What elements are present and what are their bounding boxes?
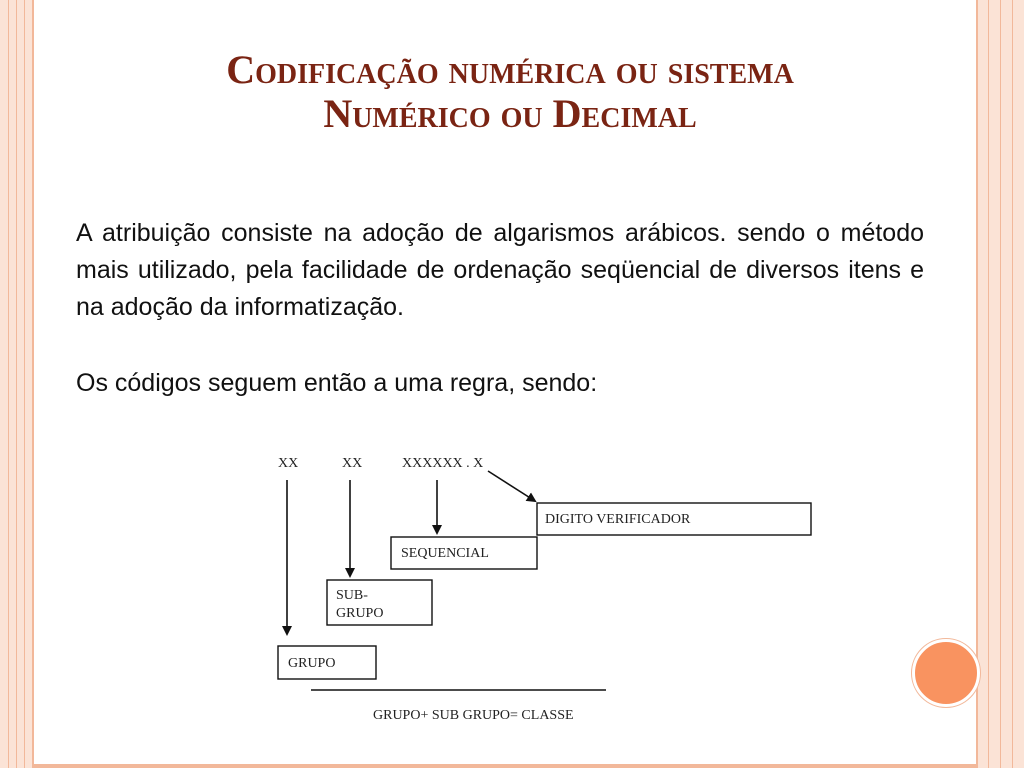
code-part-sequence: XXXXXX . X	[402, 456, 484, 471]
code-part-subgroup: XX	[342, 456, 363, 471]
label-subgrupo-line1: SUB-	[336, 588, 368, 603]
label-sequencial: SEQUENCIAL	[401, 546, 489, 561]
body-paragraph-2: Os códigos seguem então a uma regra, sendo:	[76, 369, 598, 397]
title-line-2: Numérico ou Decimal	[323, 91, 697, 136]
arrow-to-digito	[488, 471, 535, 501]
diagram-caption: GRUPO+ SUB GRUPO= CLASSE	[373, 708, 574, 723]
body-paragraph-1: A atribuição consiste na adoção de algarismos arábicos. sendo o método mais utilizado, pela facilidade de ordenação seqüencial de diversos itens e na adoção da informatização.	[76, 219, 924, 321]
title-line-1: Codificação numérica ou sistema	[226, 47, 794, 92]
label-subgrupo-line2: GRUPO	[336, 606, 384, 621]
label-digito-verificador: DIGITO VERIFICADOR	[545, 512, 691, 527]
code-part-group: XX	[278, 456, 299, 471]
label-grupo: GRUPO	[288, 656, 336, 671]
